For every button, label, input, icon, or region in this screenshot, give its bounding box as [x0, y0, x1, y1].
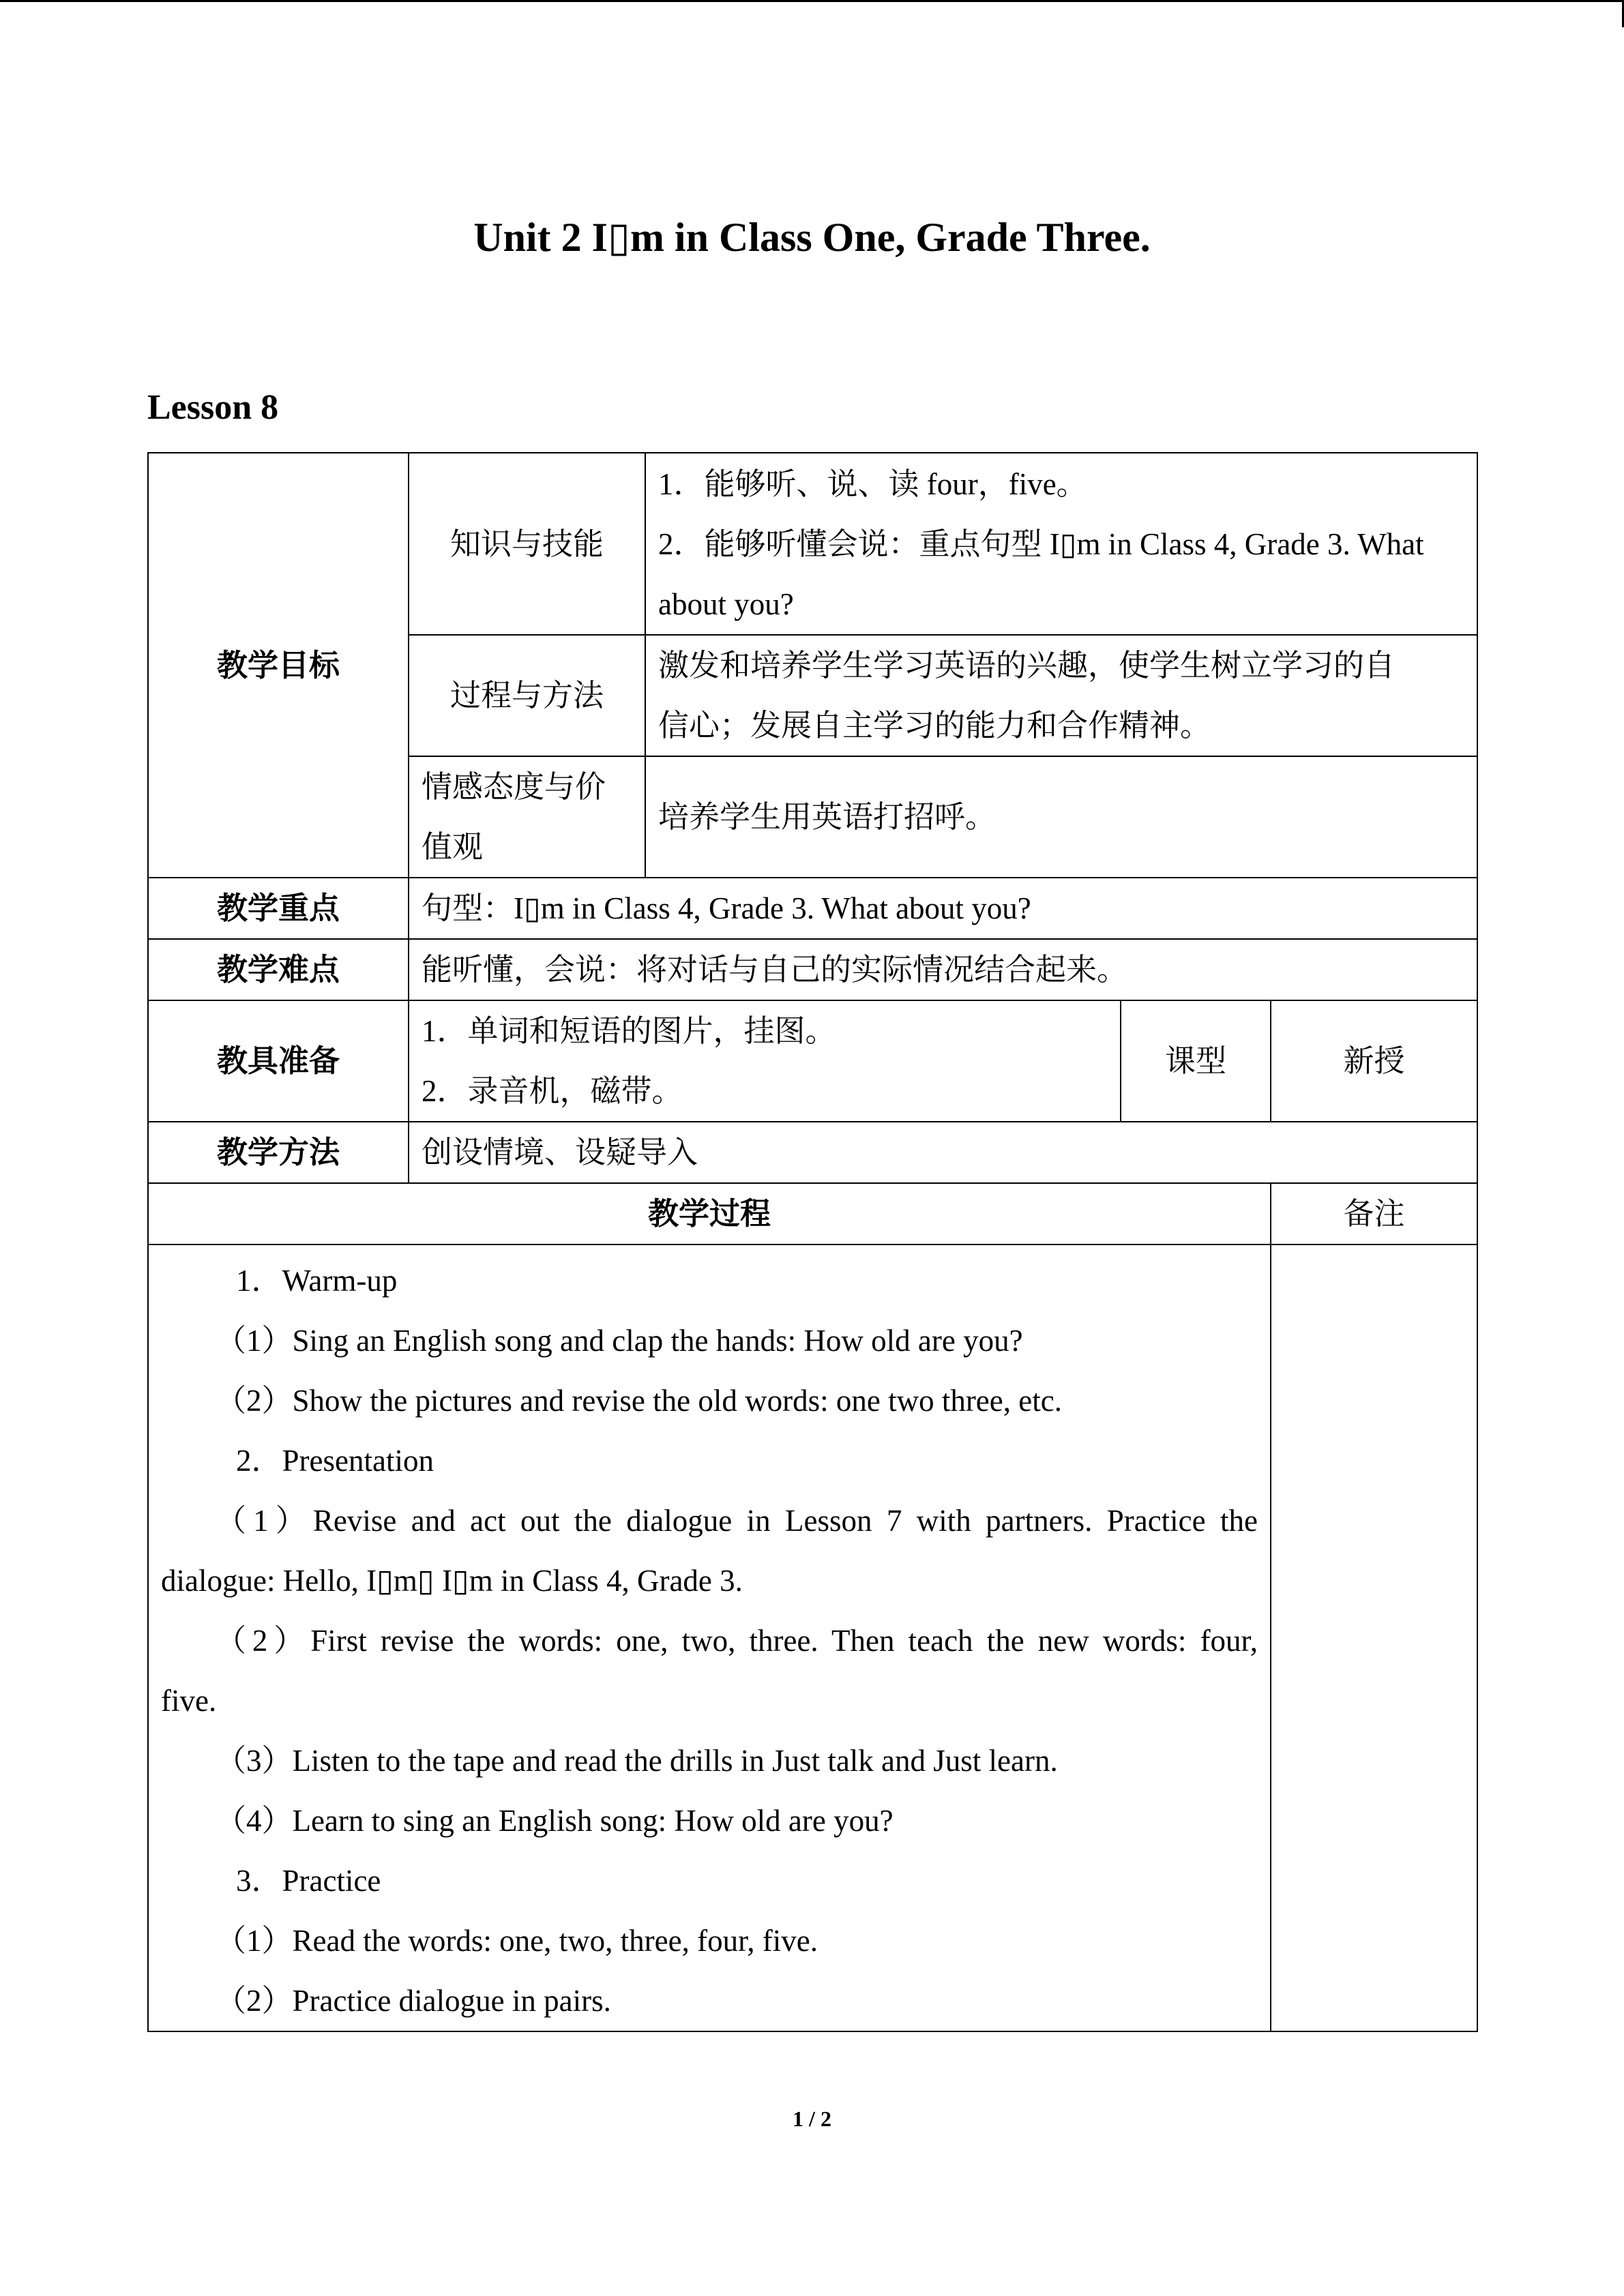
lesson-type-value: 新授 — [1271, 1000, 1477, 1122]
page-title: Unit 2 I▯m in Class One, Grade Three. — [473, 215, 1151, 260]
process-line: （1）Read the words: one, two, three, four, five. — [216, 1924, 818, 1958]
knowledge-label: 知识与技能 — [409, 453, 645, 635]
knowledge-line: about you? — [658, 586, 794, 621]
difficulty-label: 教学难点 — [148, 939, 409, 1000]
process-line: （1）Sing an English song and clap the hands: How old are you? — [216, 1324, 1023, 1358]
process-line: dialogue: Hello, I▯m▯ I▯m in Class 4, Grade 3. — [161, 1564, 743, 1598]
materials-label: 教具准备 — [148, 1000, 409, 1122]
knowledge-content — [645, 453, 1477, 635]
key-point-label: 教学重点 — [148, 878, 409, 939]
process-line: five. — [161, 1684, 217, 1718]
process-line: 2．Presentation — [236, 1444, 434, 1478]
objectives-label: 教学目标 — [148, 453, 409, 878]
emotion-label-line: 值观 — [422, 830, 484, 864]
knowledge-line: 2．能够听懂会说：重点句型 I▯m in Class 4, Grade 3. What — [658, 526, 1424, 561]
objectives-knowledge-row — [148, 453, 1477, 635]
process-method-content — [645, 635, 1477, 756]
process-method-line: 激发和培养学生学习英语的兴趣，使学生树立学习的自 — [658, 648, 1396, 683]
page-number: 1 / 2 — [793, 2106, 831, 2131]
top-rule — [0, 0, 1624, 2]
emotion-content: 培养学生用英语打招呼。 — [645, 756, 1477, 878]
process-line: 1．Warm-up — [236, 1264, 398, 1298]
notes-header: 备注 — [1271, 1183, 1477, 1244]
knowledge-line: 1．能够听、说、读 four，five。 — [658, 466, 1087, 501]
materials-line: 1．单词和短语的图片，挂图。 — [422, 1014, 836, 1048]
process-line: （4）Learn to sing an English song: How old are you? — [216, 1804, 894, 1838]
method-label: 教学方法 — [148, 1122, 409, 1183]
process-body-row — [148, 1244, 1477, 2031]
materials-row — [148, 1000, 1477, 1122]
process-method-label: 过程与方法 — [409, 635, 645, 756]
process-method-line: 信心；发展自主学习的能力和合作精神。 — [658, 709, 1211, 743]
process-line: （1）Revise and act out the dialogue in Lesson 7 with partners. Practice the — [216, 1504, 1258, 1538]
key-point-content: 句型：I▯m in Class 4, Grade 3. What about you? — [409, 878, 1477, 939]
difficulty-content: 能听懂，会说：将对话与自己的实际情况结合起来。 — [409, 939, 1477, 1000]
process-line: （2）First revise the words: one, two, three. Then teach the new words: four, — [216, 1624, 1258, 1658]
method-row — [148, 1122, 1477, 1183]
process-content — [148, 1244, 1271, 2031]
process-header-row — [148, 1183, 1477, 1244]
notes-content — [1271, 1244, 1477, 2031]
materials-line: 2．录音机，磁带。 — [422, 1074, 683, 1108]
lesson-plan-table — [147, 452, 1478, 2032]
key-point-row — [148, 878, 1477, 939]
lesson-type-label: 课型 — [1121, 1000, 1271, 1122]
emotion-label-line: 情感态度与价 — [422, 770, 606, 804]
lesson-heading: Lesson 8 — [147, 388, 279, 427]
materials-content — [409, 1000, 1121, 1122]
process-line: （2）Show the pictures and revise the old words: one two three, etc. — [216, 1384, 1062, 1418]
process-line: （2）Practice dialogue in pairs. — [216, 1984, 611, 2018]
process-line: 3．Practice — [236, 1864, 381, 1898]
emotion-label — [409, 756, 645, 878]
process-header: 教学过程 — [148, 1183, 1271, 1244]
method-content: 创设情境、设疑导入 — [409, 1122, 1477, 1183]
difficulty-row — [148, 939, 1477, 1000]
process-line: （3）Listen to the tape and read the drills in Just talk and Just learn. — [216, 1744, 1058, 1778]
